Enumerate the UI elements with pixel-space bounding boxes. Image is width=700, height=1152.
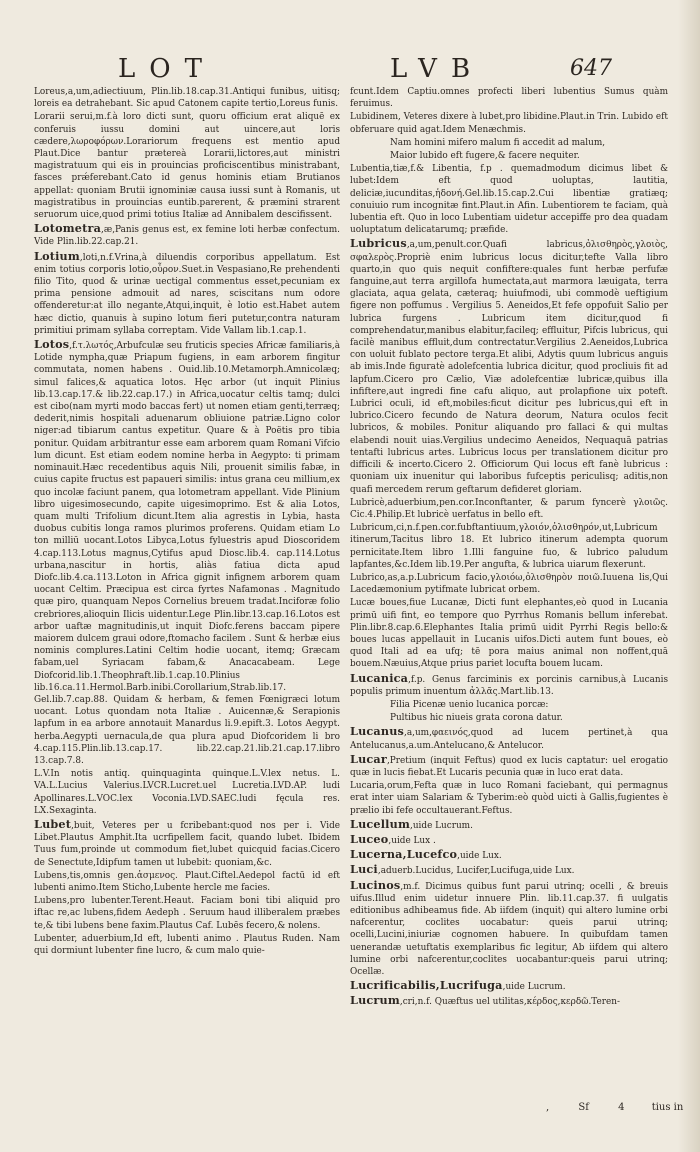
entry-text: Lubenter, aduerbium,Id eft, lubenti animo . Plautus Ruden. Nam qui dormiunt lubenter fine lucro, & cum malo quie- [34,933,340,957]
dictionary-entry [350,497,668,521]
entry-headword: Lucar [350,751,387,766]
dictionary-entry [350,863,668,877]
page-number: 647 [570,56,612,81]
dictionary-entry [34,338,340,767]
entry-text: Lubrico,as,a.p.Lubricum facio,γλοιόω,ὀλισθηρὸν ποιῶ.Iuuena lis,Qui Lacedæmonium pytifmate lubricat orbem. [350,572,668,596]
dictionary-entry [350,572,668,596]
catchword: tius in [651,1102,684,1113]
dictionary-entry [350,699,668,711]
entry-headword: Luci [350,862,378,877]
dictionary-entry [350,994,668,1008]
entry-text: Lorarii serui,m.f.à loro dicti sunt, quoru officium erat aliquē ex conferuis iussu domini aut uincere,aut loris cædere,λωροφόρων.Lorariorum frequens est mentio apud Plaut.Dice bantur prætereà Lorarii,lictores,aut ministri magistratuum qui eis in prouincias proficiscentibus ministrabant, fasces prǽferebant.Cato id genus hominis etiam Brutianos appellat: quoniam Brutii ignominiæ causa iussi sunt à Romanis, ut magistratibus in prouincias euntib.parerent, & præmini strarent seruorum uice,quod primi totius Italiæ ad Annibalem descifissent. [34,112,340,221]
entry-text: Lucæ boues,fiue Lucanæ, Dicti funt elephantes,eò quod in Lucania primū uifi fint, eo tempore quo Pyrrhus Romanis bellum inferebat. Plin.libr.8.cap.6.Elephantes Italia primū uidit Pyrrhi Regis bello:& boues lucas appellauit in Lucanis uifos.Dicti autem funt boues, eò quod Itali ad ea ufq; tē pora maius animal non noffent,quā bouem.Næuius,Atque prius pariet locufta bouem lucam. [350,598,668,670]
dictionary-entry [350,979,668,993]
entry-text: ,Pretium (inquit Feftus) quod ex lucis captatur: uel erogatio quæ in lucis fiebat.Et Lucaris pecunia quæ in luco erat data. [350,755,668,778]
dictionary-entry [350,672,668,698]
entry-text: Lubens,tis,omnis gen.ἀσμενος. Plaut.Ciftel.Aedepol factū id eft lubenti animo.Item Sticho,Lubente hercle me facies. [34,870,340,893]
entry-text: ,m.f. Dicimus quibus funt parui utrinq; ocelli , & breuis uifus.Illud enim uidetur innuere Plin. lib.11.cap.37. fi uulgatis editionibus adhibeamus fide. Ab iifdem (inquit) qui altero lumine orbi nafcerentur, coclites uocabatur: queis parui utrinq; ocelli,Lucini,iniuriæ cognomen habuere. In quibufdam tamen uenerandæ uetuftatis exemplaribus fic legitur, Ab iifdem qui altero lumine orbi nafcerentur,coclites uocabantur:queis parui utrinq; Ocellæ. [350,881,668,978]
entry-headword: Lucrum [350,993,400,1008]
dictionary-entry [350,848,668,862]
entry-text: Lubens,pro lubenter.Terent.Heaut. Faciam boni tibi aliquid pro iftac re,ac lubens,fidem Aedeph . Seruum haud illiberalem præbes te,& tibi lubens bene faxim.Plautus Caf. Lubēs fecero,& nolens. [34,896,340,931]
header-right-word: LVB [390,54,485,84]
dictionary-entry [350,780,668,817]
right-column [350,86,668,1010]
entry-text: ,buit, Veteres per u fcribebant:quod nos per i. Vide Libet.Plautus Amphit.Ita ucrfipellem facit, quando lubet. Ibidem Tuus fum,proinde ut commodum fiet,lubet quicquid facias.Cicero de Senectute,Idipfum tamen ut lubebit: quoniam,&c. [34,820,340,868]
dictionary-entry [350,522,668,571]
dictionary-entry [34,86,340,110]
entry-text: ,a,um,penult.cor.Quafi labricus,ὀλισθηρὸς,γλοιὸς, σφαλερὸς.Propriè enim lubricus locus dicitur,tefte Valla libro quarto,in quo quis nequit confiftere:quales funt herbæ perfufæ fanguine,aut terra argillofa humectata,aut marmora læuigata, terra glaciata, aqua gelata, cæteraq; huiufmodi, ubi commodè ueftigium figere non poffumus . Vergilius 5. Aeneidos,Et fefe oppofuit Salio per lubrica furgens . Lubricum item dicitur,quod fi comprehendatur,manibus elabitur,facileq; effluitur, Pifcis lubricus, qui facilè manibus effluit,dum contrectatur.Vergilius 2.Aeneidos,Lubrica con uoluit fublato pectore terga.Et alibi, Adytis quum lubricus anguis ab imis.Inde figuratè adolefcentia lubrica dicitur, quod procliuis fit ad lapfum.Cicero pro Cælio, Viæ adolefcentiæ lubricæ,quibus illa infiftere,aut ingredi fine cafu aliquo, aut prolapfione uix poteft. Lubrici oculi, id eft,mobiles:ficut dicitur pes lubricus,qui eft in lubrico.Cicero fecundo de Natura deorum, Natura oculos fecit lubricos, & mobiles. Ponitur aliquando pro fallaci & qui multas elabendi nouit uias.Vergilius undecimo Aeneidos, Nequaquā patrias tentafti lubricus artes. Lubricus locus per translationem dicitur pro difficili & incerto.Cicero 2. Officiorum Qui locus eft fanè lubricus : quoniam uix inuenitur qui laboribus fufceptis periculisq; aditis,non quafi mercedem rerum geftarum defideret gloriam. [350,240,668,495]
dictionary-entry [350,137,668,149]
dictionary-entry [34,933,340,957]
entry-text: fcunt.Idem Captiu.omnes profecti liberi lubentius Sumus quàm feruimus. [350,87,668,110]
dictionary-entry [34,818,340,869]
dictionary-entry [350,725,668,751]
entry-headword: Lucellum [350,816,411,831]
entry-text: ,loti,n.f.Vrina,à diluendis corporibus appellatum. Est enim totius corporis lotio,οὖρον.Suet.in Vespasiano,Re prehendenti filio Tito, quod & urinæ uectigal commentus esset,pecuniam ex prima pensione admouit ad nares, sciscitans num odore offenderetur:at illo negante,Atqui,inquit, è lotio est.Habet autem hæc dictio, quanuis à supino lotum fieri putetur,contra naturam primitiui primam syllaba correptam. Vide Vallam lib.1.cap.1. [34,252,340,336]
dictionary-entry [34,870,340,894]
signature-number: 4 [618,1102,625,1113]
entry-text: Loreus,a,um,adiectiuum, Plin.lib.18.cap.31.Antiqui funibus, uitisq; loreis ea detrahebant. Sic apud Catonem capite tertio,Loreus funis. [34,87,340,110]
entry-headword: Lubet [34,816,72,831]
page-edge-shadow [678,0,700,1152]
dictionary-entry [350,753,668,779]
dictionary-entry [350,818,668,832]
entry-headword: Lotos [34,337,70,352]
entry-headword: Luceo [350,831,389,846]
dictionary-entry [350,833,668,847]
entry-text: Lucaria,orum,Fefta quæ in luco Romani faciebant, qui permagnus erat inter uiam Salariam & Tyberim:eò quòd uicti à Gallis,fugientes è prælio ibi fefe occultauerant.Feftus. [350,781,668,816]
entry-text: Filia Picenæ uenio lucanica porcæ: [390,699,549,710]
entry-text: Lubidinem, Veteres dixere à lubet,pro libidine.Plaut.in Trin. Lubido eft obferuare quid agat.Idem Menæchmis. [350,112,668,135]
dictionary-entry [34,895,340,932]
entry-text: ,uide Lux . [388,835,436,846]
header-left-word: LOT [118,54,216,84]
entry-headword: Lucanus [350,724,405,739]
entry-headword: Lucrificabilis,Lucrifuga [350,978,503,993]
dictionary-entry [350,712,668,724]
dictionary-entry [350,111,668,135]
entry-headword: Lotometra [34,221,102,236]
entry-text: Pultibus hic niueis grata corona datur. [390,713,563,724]
entry-headword: Lucanica [350,670,409,685]
dictionary-entry [350,879,668,979]
entry-text: ,a,um,φαεινός,quod ad lucem pertinet,à qua Antelucanus,a.um.Antelucano,& Antelucor. [350,728,668,751]
entry-text: ,aduerb.Lucidus, Lucifer,Lucifuga,uide Lux. [377,866,575,877]
entry-headword: Lucerna,Lucefco [350,847,458,862]
entry-text: Maior lubido eft fugere,& facere nequiter. [390,151,580,162]
dictionary-entry [350,237,668,495]
entry-headword: Lucinos [350,877,401,892]
entry-text: Nam homini mifero malum fi accedit ad malum, [390,137,606,148]
dictionary-entry [34,111,340,221]
entry-text: ,uide Lucrum. [502,982,566,993]
dictionary-entry [34,768,340,817]
footer-separator: , [546,1102,550,1113]
entry-headword: Lubricus [350,236,407,251]
entry-text: ,f.τ.λωτός,Arbufculæ seu fruticis species Africæ familiaris,à Lotide nympha,quæ Priapum fugiens, in eam arborem fingitur commutata, nomen habens . Ouid.lib.10.Metamorph.Amnicolæq; simul falices,& aquatica lotos. Hęc arbor (ut inquit Plinius lib.13.cap.17.& lib.22.cap.17.) in Africa,uocatur celtis tamq; dulci est cibo(nam myrti modo baccas fert) ut nomen etiam genti,terræq; dederit,nimis hospitali aduenarum obliuione patriæ.Ligno color niger:ad tibiarum cantus expetitur. Quare & à Poëtis pro tibia ponitur. Quidam arbitrantur esse eam arborem quam Romani Vifcio lum dicunt. Est etiam eodem nomine herba in Aegypto: ti primam nominauit.Hæc recedentibus aquis Nili, prouenit similis fabæ, in cuius capite fructus est papaueri similis: intus grana ceu millium,ex quo incolæ faciunt panem, qua lotometram appellant. Vide Plinium libro uigesimosecundo, capite uigesimoprimo. Est & alia Lotos, quam multi Trifolium dicunt.Item alia agrestis in Lybia, hasta duobus cubitis longa ramos plurimos proferens. Quidam etiam Lo ton milliū uocant.Lotos Libyca,Lotus fyluestris apud Dioscoridem 4.cap.113.Lotus magnus,Cytifus apud Diosc.lib.4. cap.114.Lotus urbana,nascitur in hortis, aliàs fatiua dicta apud Diofc.lib.4.ca.113.Loton in Africa gignit infignem arborem quam uocant Celtim. Præcipua est circa fyrtes Nafamonas . Magnitudo quæ piro, quanquam Nepos Cornelius breuem tradat.Inciforæ folio crebriores,alioquin Ilicis uidentur.Lege Plin.libr.13.cap.16.Lotos est arbor uaftæ magnitudinis,ut inquit Diofc.ferens baccam pipere maiorem dulcem graui odore,ftomacho facilem . Sunt & herbæ eius nominis complures.Latini Celtim hodie uocant, itemq; Græcam fabam,uel Syriacam fabam,& Anacacabeam. Lege Diofcorid.lib.1.Theophraft.lib.1.cap.10.Plinius lib.16.ca.11.Hermol.Barb.inibi.Corollarium,Strab.lib.17. Gel.lib.7.cap.88. Quidam & herbam, & femen Fœnigræci lotum uocant. Lotus quondam nota Italiæ . Auicennæ,& Serapionis lapfum in ea arbore annotauit Manardus li.9.epift.3. Lotos Aegypt. herba.Aegypti uernacula,de qua plura apud Diofcoridem li bro 4.cap.115.Plin.lib.13.cap.17. lib.22.cap.21.lib.21.cap.17.libro 13.cap.7.8. [34,341,340,766]
entry-headword: Lotium [34,248,80,263]
dictionary-entry [350,150,668,162]
dictionary-entry [350,597,668,670]
dictionary-entry [34,250,340,337]
entry-text: ,f.p. Genus farciminis ex porcinis carnibus,à Lucanis populis primum inuentum ἀλλᾶς.Mart.lib.13. [350,674,668,697]
entry-text: Lubentia,tiæ,f.& Libentia, f.p . quemadmodum dicimus libet & lubet:Idem eft quod uoluptas, lautitia, deliciæ,iucunditas,ἡδονή.Gel.lib.15.cap.2.Cui libentiæ gratiæq; conuiuio rum incognitæ fint.Plaut.in Afin. Lubentiorem te faciam, quà lubentia eft. Quo in loco Lubentiam uidetur accepiffe pro dea quadam uoluptatum delicatarumq; præfide. [350,164,668,236]
dictionary-entry [350,86,668,110]
entry-text: L.V.In notis antiq. quinquaginta quinque.L.V.lex netus. L. VA.L.Lucius Valerius.LVCR.Lucret.uel Lucretia.LVD.AP. ludi Apollinares.L.VOC.lex Voconia.LVD.SAEC.ludi fęcula res. LX.Sexaginta. [34,769,340,816]
entry-text: ,uide Lux. [457,851,502,862]
entry-text: ,cri,n.f. Quæftus uel utilitas,κέρδος,κερδῶ.Teren- [399,997,620,1008]
entry-text: Lubricè,aduerbium,pen.cor.Inconftanter, & parum fyncerè γλοιῶς. Cic.4.Philip.Et lubricè uerfatus in bello eft. [350,497,668,520]
dictionary-entry [350,163,668,236]
entry-text: ,uide Lucrum. [410,820,473,831]
entry-text: ,æ,Panis genus est, ex femine loti herbæ confectum. Vide Plin.lib.22.cap.21. [34,225,340,248]
dictionary-entry [34,222,340,248]
signature-mark: Sf [578,1102,589,1113]
left-column [34,86,340,958]
entry-text: Lubricum,ci,n.f.pen.cor.fubftantiuum,γλοιόν,ὀλισθηρόν,ut,Lubricum itinerum,Tacitus libro 18. Et lubrico itinerum adempta quorum pernicitate.Item libro 1.Illi fanguine fuo, & lubrico paludum lapfantes,&c.Idem lib.19.Per angufta, & lubrica uiarum flexerunt. [350,523,668,570]
page-footer [520,1102,683,1113]
